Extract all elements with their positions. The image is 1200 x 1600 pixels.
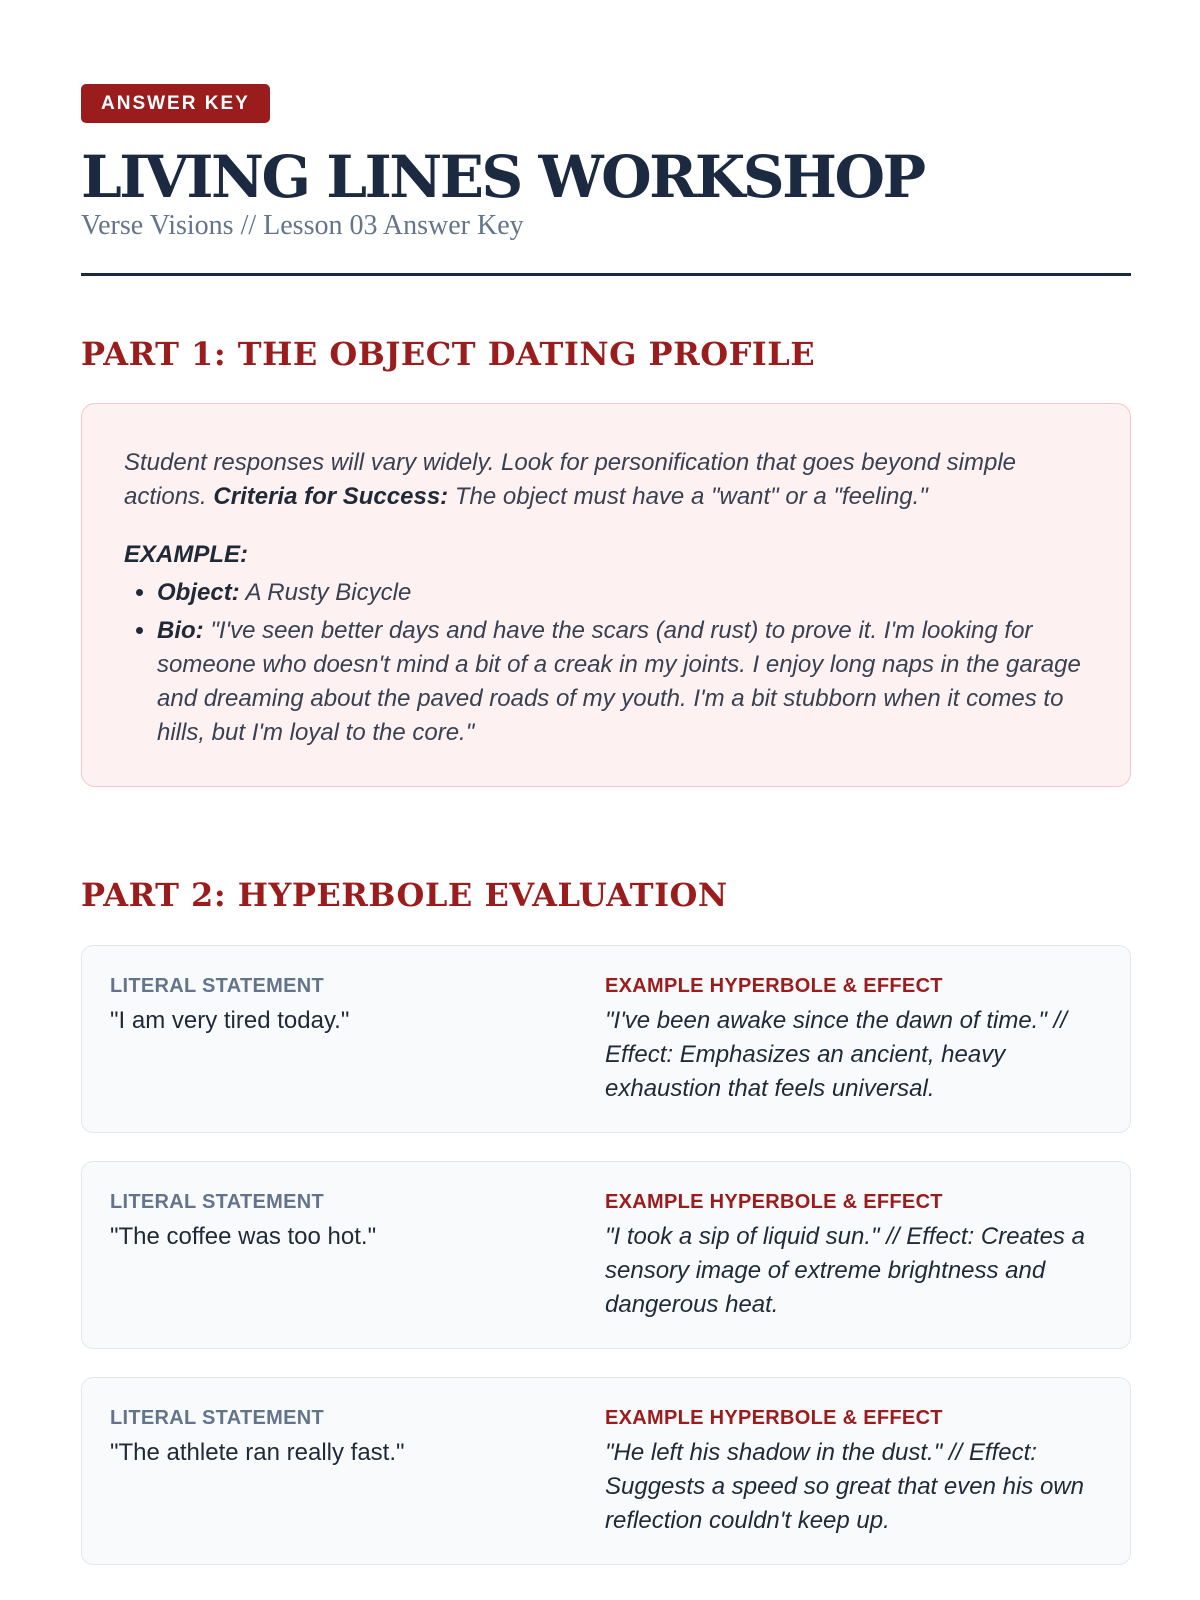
list-item-bio <box>157 614 1088 750</box>
part1-instructions <box>124 446 1088 514</box>
hyperbole-effect-label: EXAMPLE HYPERBOLE & EFFECT <box>605 1407 943 1429</box>
object-value: A Rusty Bicycle <box>245 579 412 606</box>
literal-statement: "The athlete ran really fast." <box>110 1439 405 1466</box>
literal-statement: "I am very tired today." <box>110 1007 350 1034</box>
hyperbole-effect-label: EXAMPLE HYPERBOLE & EFFECT <box>605 1191 943 1213</box>
hyperbole-card <box>81 1377 1131 1565</box>
hyperbole-effect: "I've been awake since the dawn of time." // Effect: Emphasizes an ancient, heavy exhaustion that feels universal. <box>605 1007 1067 1102</box>
hyperbole-card <box>81 945 1131 1133</box>
criteria-text: The object must have a "want" or a "feeling." <box>454 483 928 510</box>
part2-heading: PART 2: HYPERBOLE EVALUATION <box>81 876 728 914</box>
criteria-label: Criteria for Success: <box>213 483 449 510</box>
hyperbole-effect: "I took a sip of liquid sun." // Effect: Creates a sensory image of extreme brightness and dangerous heat. <box>605 1223 1085 1318</box>
hyperbole-column <box>605 1406 1102 1538</box>
hyperbole-effect: "He left his shadow in the dust." // Effect: Suggests a speed so great that even his own reflection couldn't keep up. <box>605 1439 1084 1534</box>
answer-key-page <box>81 84 1131 1565</box>
object-dating-profile-box <box>81 403 1131 787</box>
literal-statement-label: LITERAL STATEMENT <box>110 975 324 997</box>
list-item-object <box>157 576 1088 610</box>
bio-value: "I've seen better days and have the scars (and rust) to prove it. I'm looking for someone who doesn't mind a bit of a creak in my joints. I enjoy long naps in the garage and dreaming about the paved roads of my youth. I'm a bit stubborn when it comes to hills, but I'm loyal to the core." <box>157 617 1081 746</box>
part1-intro: Student responses will vary widely. Look for personification that goes beyond simple actions. <box>124 449 1017 510</box>
hyperbole-column <box>605 974 1102 1106</box>
hyperbole-card <box>81 1161 1131 1349</box>
literal-column <box>110 974 605 1106</box>
page-title: LIVING LINES WORKSHOP <box>81 143 924 211</box>
hyperbole-effect-label: EXAMPLE HYPERBOLE & EFFECT <box>605 975 943 997</box>
bio-label: Bio: <box>157 617 204 644</box>
header-divider <box>81 273 1131 276</box>
hyperbole-column <box>605 1190 1102 1322</box>
part1-heading: PART 1: THE OBJECT DATING PROFILE <box>81 335 816 373</box>
literal-statement: "The coffee was too hot." <box>110 1223 377 1250</box>
literal-column <box>110 1406 605 1538</box>
example-label: EXAMPLE: <box>124 541 249 568</box>
literal-column <box>110 1190 605 1322</box>
object-label: Object: <box>157 579 240 606</box>
answer-key-badge: ANSWER KEY <box>81 84 270 123</box>
example-list <box>124 576 1088 750</box>
literal-statement-label: LITERAL STATEMENT <box>110 1191 324 1213</box>
literal-statement-label: LITERAL STATEMENT <box>110 1407 324 1429</box>
page-subtitle: Verse Visions // Lesson 03 Answer Key <box>81 210 524 241</box>
